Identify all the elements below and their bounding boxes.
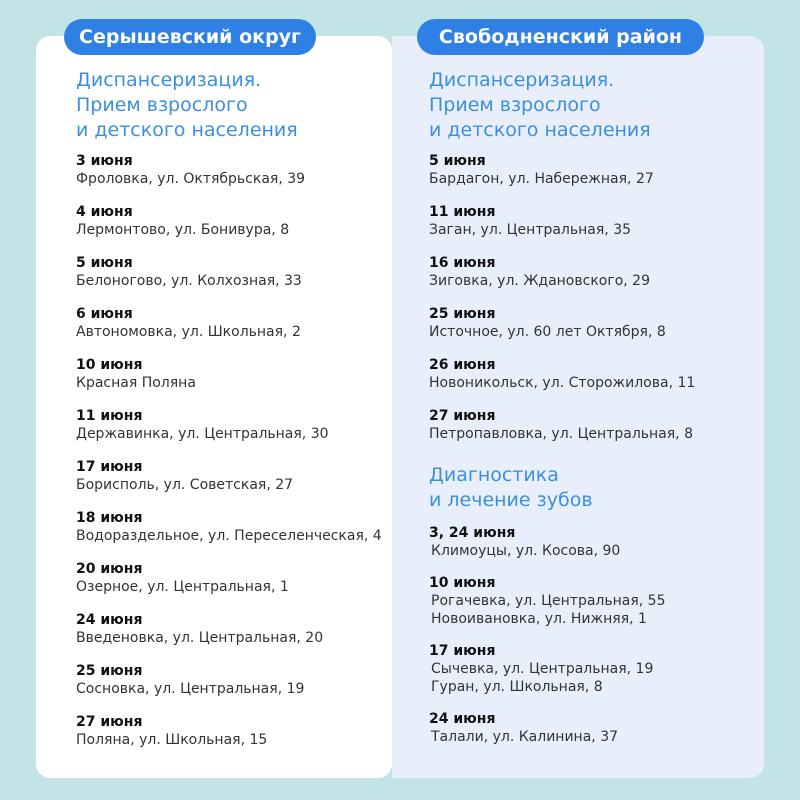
entry-address: Петропавловка, ул. Центральная, 8 (429, 426, 693, 442)
entry-address: Введеновка, ул. Центральная, 20 (76, 630, 324, 646)
entry-address: Сычевка, ул. Центральная, 19 (431, 661, 654, 677)
schedule-entry (429, 255, 759, 306)
schedule-entry (429, 575, 759, 628)
entry-address: Красная Поляна (76, 375, 196, 391)
heading-line: Диспансеризация. (429, 69, 615, 91)
entry-date: 18 июня (76, 510, 143, 526)
schedule-list (429, 153, 759, 459)
heading-line: и детского населения (76, 119, 298, 141)
heading-line: Диспансеризация. (76, 69, 262, 91)
entry-date: 5 июня (76, 255, 133, 271)
schedule-entry (429, 711, 759, 746)
entry-address: Гуран, ул. Школьная, 8 (431, 679, 603, 695)
entry-address: Озерное, ул. Центральная, 1 (76, 579, 289, 595)
entry-address: Поляна, ул. Школьная, 15 (76, 732, 268, 748)
schedule-entry (429, 153, 759, 204)
schedule-entry (429, 306, 759, 357)
schedule-entry (76, 714, 386, 765)
right-column (429, 68, 759, 761)
entry-date: 11 июня (76, 408, 143, 424)
entry-address: Лермонтово, ул. Бонивура, 8 (76, 222, 290, 238)
entry-date: 10 июня (76, 357, 143, 373)
schedule-entry (76, 306, 386, 357)
entry-date: 25 июня (429, 306, 496, 322)
schedule-entry (76, 153, 386, 204)
entry-address: Сосновка, ул. Центральная, 19 (76, 681, 305, 697)
section-heading-checkup (76, 68, 386, 143)
schedule-entry (76, 663, 386, 714)
district-badge-seryshevo: Серышевский округ (64, 19, 316, 55)
entry-address: Бардагон, ул. Набережная, 27 (429, 171, 654, 187)
entry-address: Белоногово, ул. Колхозная, 33 (76, 273, 302, 289)
entry-address: Зиговка, ул. Ждановского, 29 (429, 273, 650, 289)
entry-date: 24 июня (76, 612, 143, 628)
entry-address: Заган, ул. Центральная, 35 (429, 222, 632, 238)
heading-line: Прием взрослого (76, 94, 248, 116)
schedule-entry (76, 204, 386, 255)
entry-date: 27 июня (76, 714, 143, 730)
entry-date: 6 июня (76, 306, 133, 322)
entry-date: 26 июня (429, 357, 496, 373)
heading-line: и лечение зубов (429, 489, 593, 511)
entry-address: Источное, ул. 60 лет Октября, 8 (429, 324, 666, 340)
section-heading-dental (429, 463, 759, 513)
entry-date: 4 июня (76, 204, 133, 220)
entry-date: 24 июня (429, 711, 496, 727)
entry-date: 27 июня (429, 408, 496, 424)
entry-date: 10 июня (429, 575, 496, 591)
section-heading-checkup (429, 68, 759, 143)
entry-date: 17 июня (76, 459, 143, 475)
entry-address: Рогачевка, ул. Центральная, 55 (431, 593, 666, 609)
schedule-list (76, 153, 386, 765)
entry-date: 25 июня (76, 663, 143, 679)
entry-date: 11 июня (429, 204, 496, 220)
schedule-entry (76, 561, 386, 612)
schedule-entry (76, 408, 386, 459)
schedule-entry (429, 357, 759, 408)
schedule-entry (76, 255, 386, 306)
schedule-entry (429, 408, 759, 459)
entry-date: 20 июня (76, 561, 143, 577)
schedule-entry (429, 643, 759, 696)
entry-date: 17 июня (429, 643, 496, 659)
entry-address: Новоникольск, ул. Сторожилова, 11 (429, 375, 696, 391)
schedule-entry (76, 510, 386, 561)
entry-address: Новоивановка, ул. Нижняя, 1 (431, 611, 647, 627)
entry-address: Водораздельное, ул. Переселенческая, 4 (76, 528, 382, 544)
schedule-entry (429, 525, 759, 560)
entry-address: Талали, ул. Калинина, 37 (431, 729, 619, 745)
entry-date: 16 июня (429, 255, 496, 271)
schedule-entry (429, 204, 759, 255)
entry-date: 5 июня (429, 153, 486, 169)
entry-address: Борисполь, ул. Советская, 27 (76, 477, 294, 493)
entry-address: Державинка, ул. Центральная, 30 (76, 426, 329, 442)
entry-date: 3 июня (76, 153, 133, 169)
district-badge-svobodny: Свободненский район (417, 19, 704, 55)
entry-address: Климоуцы, ул. Косова, 90 (431, 543, 621, 559)
schedule-entry (76, 612, 386, 663)
left-column (76, 68, 386, 765)
heading-line: Диагностика (429, 464, 559, 486)
entry-address: Автономовка, ул. Школьная, 2 (76, 324, 301, 340)
heading-line: и детского населения (429, 119, 651, 141)
entry-address: Фроловка, ул. Октябрьская, 39 (76, 171, 306, 187)
schedule-entry (76, 459, 386, 510)
entry-date: 3, 24 июня (429, 525, 516, 541)
heading-line: Прием взрослого (429, 94, 601, 116)
schedule-entry (76, 357, 386, 408)
dental-schedule-list (429, 525, 759, 746)
